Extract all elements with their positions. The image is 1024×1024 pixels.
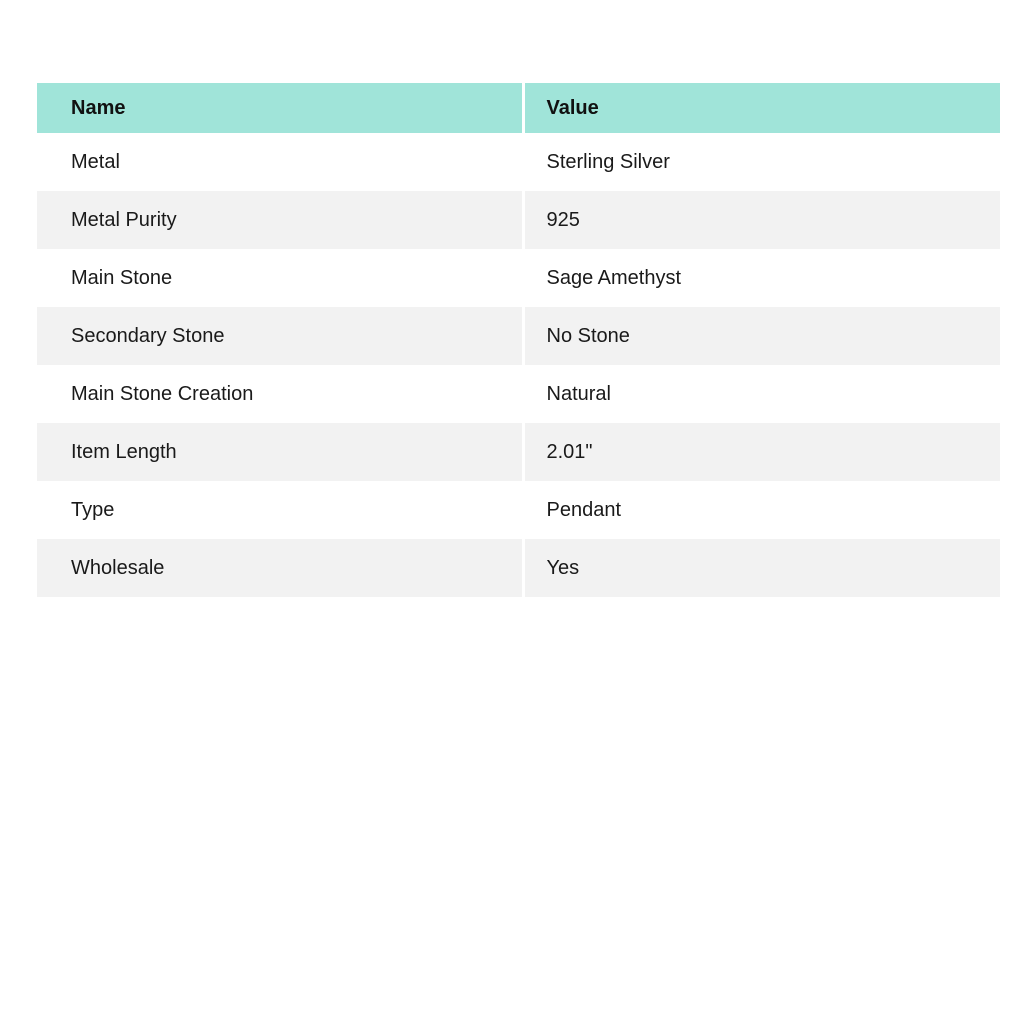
spec-name-cell: Main Stone xyxy=(37,249,523,307)
spec-name-cell: Type xyxy=(37,481,523,539)
spec-value-cell: Natural xyxy=(523,365,1000,423)
spec-value-cell: Pendant xyxy=(523,481,1000,539)
spec-name-cell: Wholesale xyxy=(37,539,523,597)
spec-value-cell: Yes xyxy=(523,539,1000,597)
spec-name-cell: Metal xyxy=(37,133,523,191)
spec-value-cell: Sterling Silver xyxy=(523,133,1000,191)
table-row xyxy=(37,249,1000,307)
spec-value-cell: No Stone xyxy=(523,307,1000,365)
table-row xyxy=(37,481,1000,539)
spec-name-cell: Main Stone Creation xyxy=(37,365,523,423)
table-row xyxy=(37,191,1000,249)
spec-value-cell: 2.01" xyxy=(523,423,1000,481)
table-row xyxy=(37,365,1000,423)
product-spec-table xyxy=(37,83,1000,597)
table-row xyxy=(37,307,1000,365)
spec-name-cell: Metal Purity xyxy=(37,191,523,249)
column-header-value: Value xyxy=(523,83,1000,133)
spec-value-cell: 925 xyxy=(523,191,1000,249)
table-row xyxy=(37,539,1000,597)
spec-value-cell: Sage Amethyst xyxy=(523,249,1000,307)
table-row xyxy=(37,423,1000,481)
spec-name-cell: Item Length xyxy=(37,423,523,481)
table-row xyxy=(37,133,1000,191)
spec-name-cell: Secondary Stone xyxy=(37,307,523,365)
table-header-row xyxy=(37,83,1000,133)
column-header-name: Name xyxy=(37,83,523,133)
